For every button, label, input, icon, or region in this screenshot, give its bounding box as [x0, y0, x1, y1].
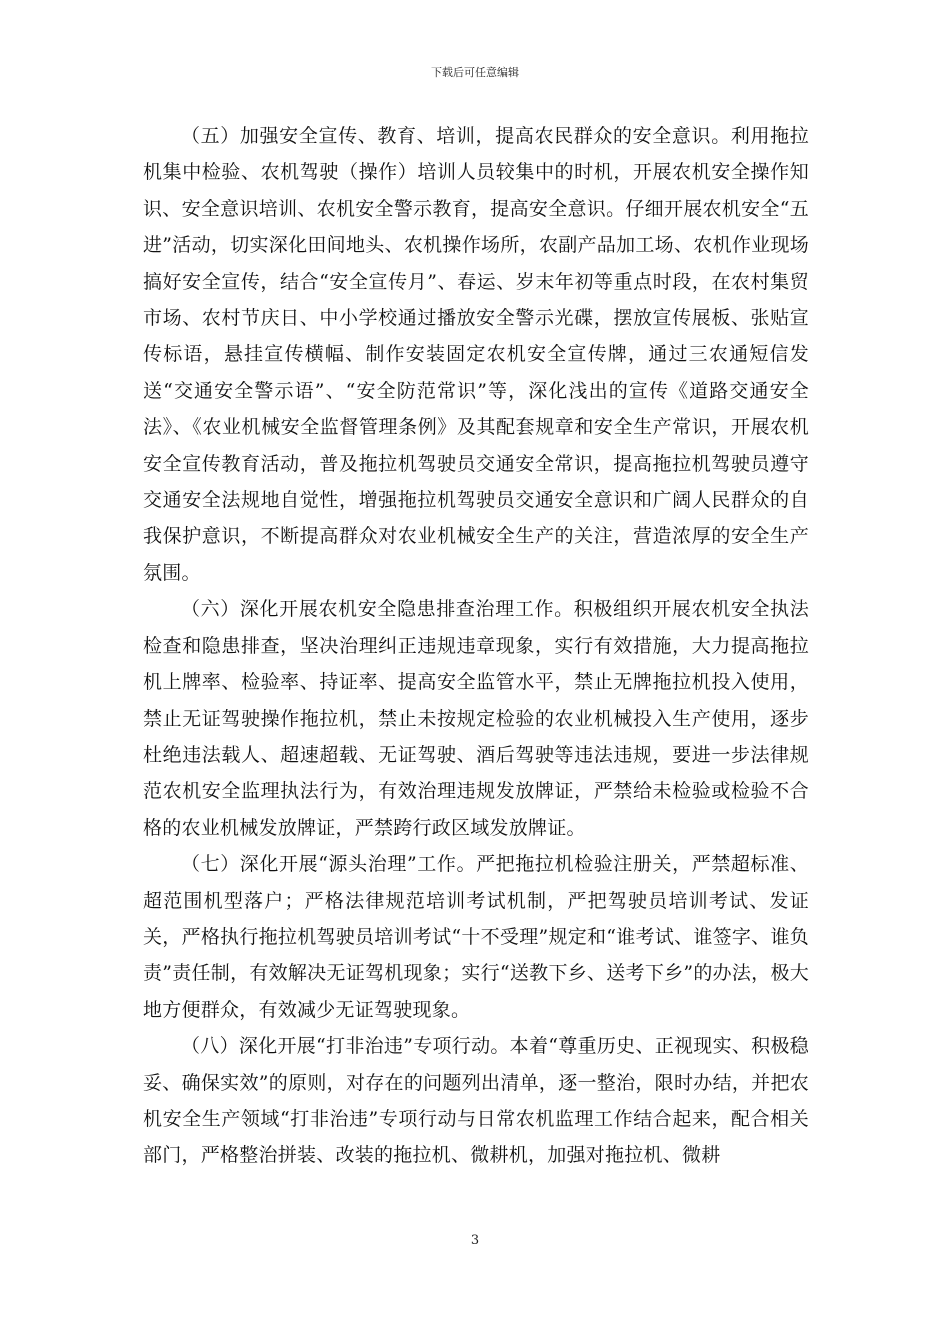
page-header: 下载后可任意编辑: [431, 66, 519, 79]
paragraph-8-special-action: （八）深化开展“打非治违”专项行动。本着“尊重历史、正视现实、积极稳妥、确保实效”的原则，对存在的问题列出清单，逐一整治，限时办结，并把农机安全生产领域“打非治违”专项行动与日常农机监理工作结合起来，配合相关部门，严格整治拼装、改装的拖拉机、微耕机，加强对拖拉机、微耕: [143, 1035, 809, 1167]
paragraph-7-source-governance: （七）深化开展“源头治理”工作。严把拖拉机检验注册关，严禁超标准、超范围机型落户；严格法律规范培训考试机制，严把驾驶员培训考试、发证关，严格执行拖拉机驾驶员培训考试“十不受理”规定和“谁考试、谁签字、谁负责”责任制，有效解决无证驾机现象；实行“送教下乡、送考下乡”的办法，极大地方便群众，有效减少无证驾驶现象。: [143, 853, 809, 1021]
document-body: [143, 118, 809, 1174]
page-number: 3: [470, 1233, 480, 1248]
paragraph-5-safety-publicity: （五）加强安全宣传、教育、培训，提高农民群众的安全意识。利用拖拉机集中检验、农机驾驶（操作）培训人员较集中的时机，开展农机安全操作知识、安全意识培训、农机安全警示教育，提高安全意识。仔细开展农机安全“五进”活动，切实深化田间地头、农机操作场所，农副产品加工场、农机作业现场搞好安全宣传，结合“安全宣传月”、春运、岁末年初等重点时段，在农村集贸市场、农村节庆日、中小学校通过播放安全警示光碟，摆放宣传展板、张贴宣传标语，悬挂宣传横幅、制作安装固定农机安全宣传牌，通过三农通短信发送“交通安全警示语”、“安全防范常识”等，深化浅出的宣传《道路交通安全法》、《农业机械安全监督管理条例》及其配套规章和安全生产常识，开展农机安全宣传教育活动，普及拖拉机驾驶员交通安全常识，提高拖拉机驾驶员遵守交通安全法规地自觉性，增强拖拉机驾驶员交通安全意识和广阔人民群众的自我保护意识，不断提高群众对农业机械安全生产的关注，营造浓厚的安全生产氛围。: [143, 125, 809, 584]
paragraph-6-hazard-inspection: （六）深化开展农机安全隐患排查治理工作。积极组织开展农机安全执法检查和隐患排查，坚决治理纠正违规违章现象，实行有效措施，大力提高拖拉机上牌率、检验率、持证率、提高安全监管水平，禁止无牌拖拉机投入使用，禁止无证驾驶操作拖拉机，禁止未按规定检验的农业机械投入生产使用，逐步杜绝违法载人、超速超载、无证驾驶、酒后驾驶等违法违规，要进一步法律规范农机安全监理执法行为，有效治理违规发放牌证，严禁给未检验或检验不合格的农业机械发放牌证，严禁跨行政区域发放牌证。: [143, 598, 809, 839]
